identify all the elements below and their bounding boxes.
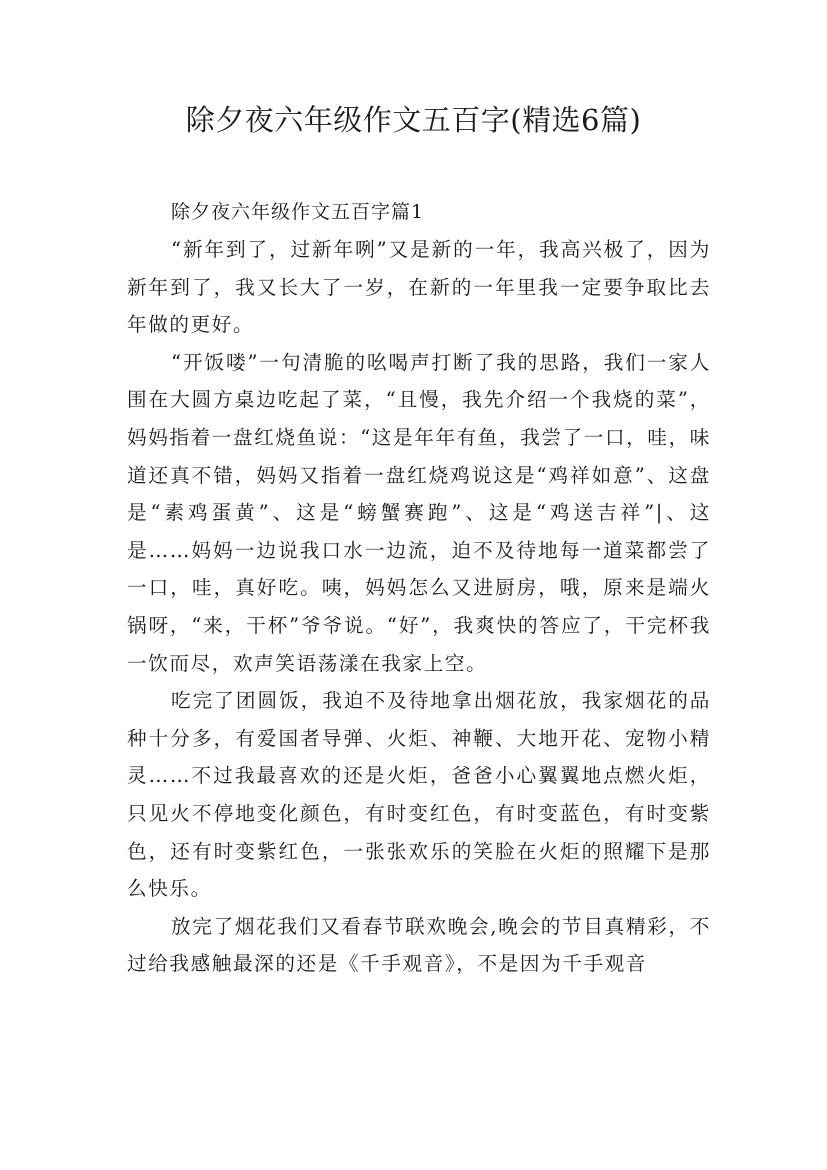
paragraph: “新年到了，过新年咧”又是新的一年，我高兴极了，因为新年到了，我又长大了一岁，在新的一年里我一定要争取比去年做的更好。 (127, 238, 711, 337)
paragraph: 放完了烟花我们又看春节联欢晚会,晚会的节目真精彩，不过给我感触最深的还是《千手观音》，不是因为千手观音 (127, 914, 711, 976)
section-heading: 除夕夜六年级作文五百字篇1 (171, 201, 425, 223)
paragraph: “开饭喽”一句清脆的吆喝声打断了我的思路，我们一家人围在大圆方桌边吃起了菜，“且慢，我先介绍一个我烧的菜”，妈妈指着一盘红烧鱼说：“这是年年有鱼，我尝了一口，哇，味道还真不错，妈妈又指着一盘红烧鸡说这是“鸡祥如意”、这盘是“素鸡蛋黄”、这是“螃蟹赛跑”、这是“鸡送吉祥”|、这是……妈妈一边说我口水一边流，迫不及待地每一道菜都尝了一口，哇，真好吃。咦，妈妈怎么又进厨房，哦，原来是端火锅呀，“来，干杯”爷爷说。“好”，我爽快的答应了，干完杯我一饮而尽，欢声笑语荡漾在我家上空。 (127, 350, 711, 675)
article-body (127, 194, 711, 983)
paragraph: 吃完了团圆饭，我迫不及待地拿出烟花放，我家烟花的品种十分多，有爱国者导弹、火炬、神鞭、大地开花、宠物小精灵……不过我最喜欢的还是火炬，爸爸小心翼翼地点燃火炬，只见火不停地变化颜色，有时变红色，有时变蓝色，有时变紫色，还有时变紫红色，一张张欢乐的笑脸在火炬的照耀下是那么快乐。 (127, 689, 711, 901)
page-title: 除夕夜六年级作文五百字(精选6篇) (185, 103, 642, 137)
